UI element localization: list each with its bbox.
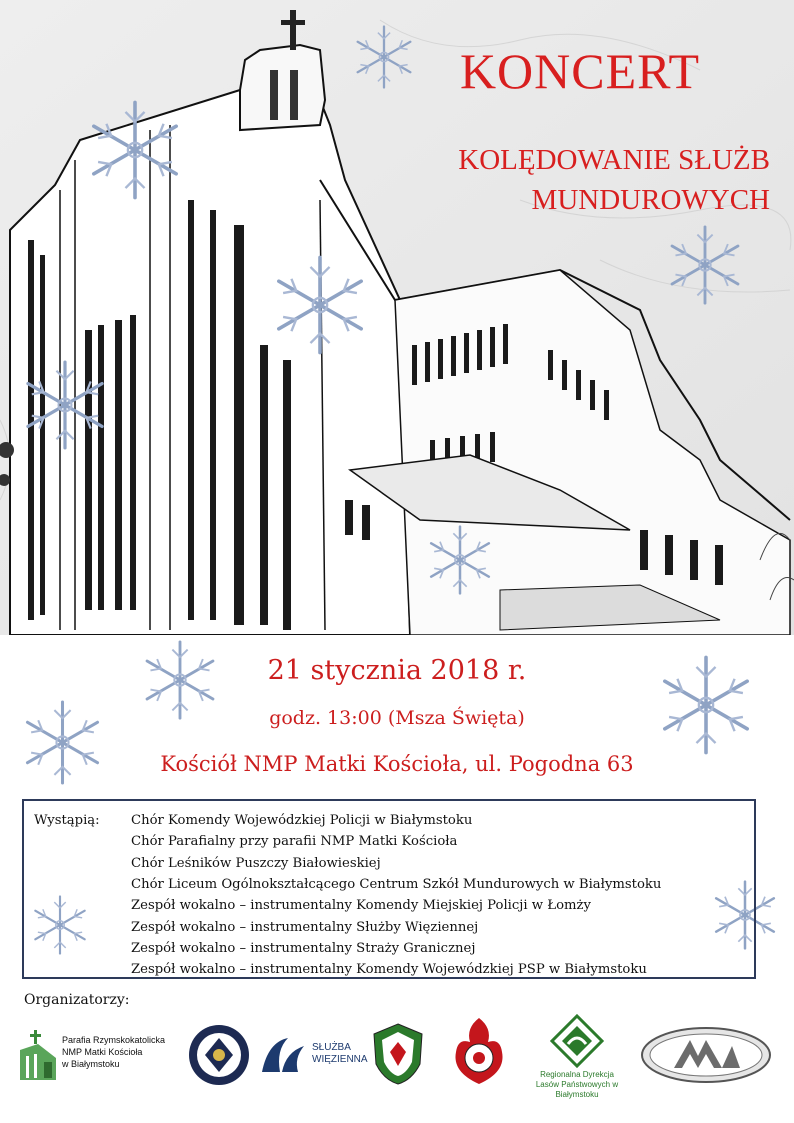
organizer-logos [0,1010,794,1120]
performers-box [22,799,756,979]
performer-row [34,938,744,959]
concert-subtitle [370,140,770,220]
performer-row [34,810,744,831]
performer-item: Chór Liceum Ogólnokształcącego Centrum Szkół Mundurowych w Białymstoku [131,877,662,893]
uniform-schools-icon [640,1026,772,1084]
snowflake-icon [20,360,110,450]
snowflake-icon [352,25,416,89]
event-time: godz. 13:00 (Msza Święta) [269,707,525,729]
performer-item: Zespół wokalno – instrumentalny Komendy Wojewódzkiej PSP w Białymstoku [131,962,647,978]
performer-item: Chór Leśników Puszczy Białowieskiej [131,855,381,871]
fire-service-icon [448,1016,510,1086]
organizers-label: Organizatorzy: [24,992,130,1008]
performers-label: Wystąpią: [34,813,100,829]
performer-row [34,853,744,874]
performer-row [34,874,744,895]
subtitle-line-1: KOLĘDOWANIE SŁUŻB [458,144,770,176]
performer-row [34,916,744,937]
border-guard-icon [372,1022,424,1086]
snowflake-icon [85,100,185,200]
performer-item: Zespół wokalno – instrumentalny Komendy Miejskiej Policji w Łomży [131,898,591,914]
snowflake-icon [425,525,495,595]
police-badge-icon [188,1024,250,1086]
performer-item: Chór Komendy Wojewódzkiej Policji w Białymstoku [131,813,473,829]
performer-item: Zespół wokalno – instrumentalny Straży Granicznej [131,940,476,956]
parish-logo-icon [18,1028,58,1080]
state-forests-icon [550,1014,604,1068]
prison-service-icon [258,1032,308,1076]
event-date: 21 stycznia 2018 r. [267,655,527,686]
event-place: Kościół NMP Matki Kościoła, ul. Pogodna 63 [160,752,634,776]
concert-title: KONCERT [459,43,701,99]
state-forests-name: Regionalna Dyrekcja Lasów Państwowych w Białymstoku [535,1070,619,1099]
prison-service-name: SŁUŻBA WIĘZIENNA [312,1042,368,1065]
parish-name: Parafia Rzymskokatolicka NMP Matki Kościoła w Białymstoku [62,1035,166,1069]
performer-item: Chór Parafialny przy parafii NMP Matki Kościoła [131,834,458,850]
snowflake-icon [665,225,745,305]
snowflake-icon [270,255,370,355]
subtitle-line-2: MUNDUROWYCH [531,184,770,216]
performer-row [34,959,744,980]
performer-row [34,895,744,916]
performer-item: Zespół wokalno – instrumentalny Służby Więziennej [131,919,479,935]
performer-row [34,831,744,852]
